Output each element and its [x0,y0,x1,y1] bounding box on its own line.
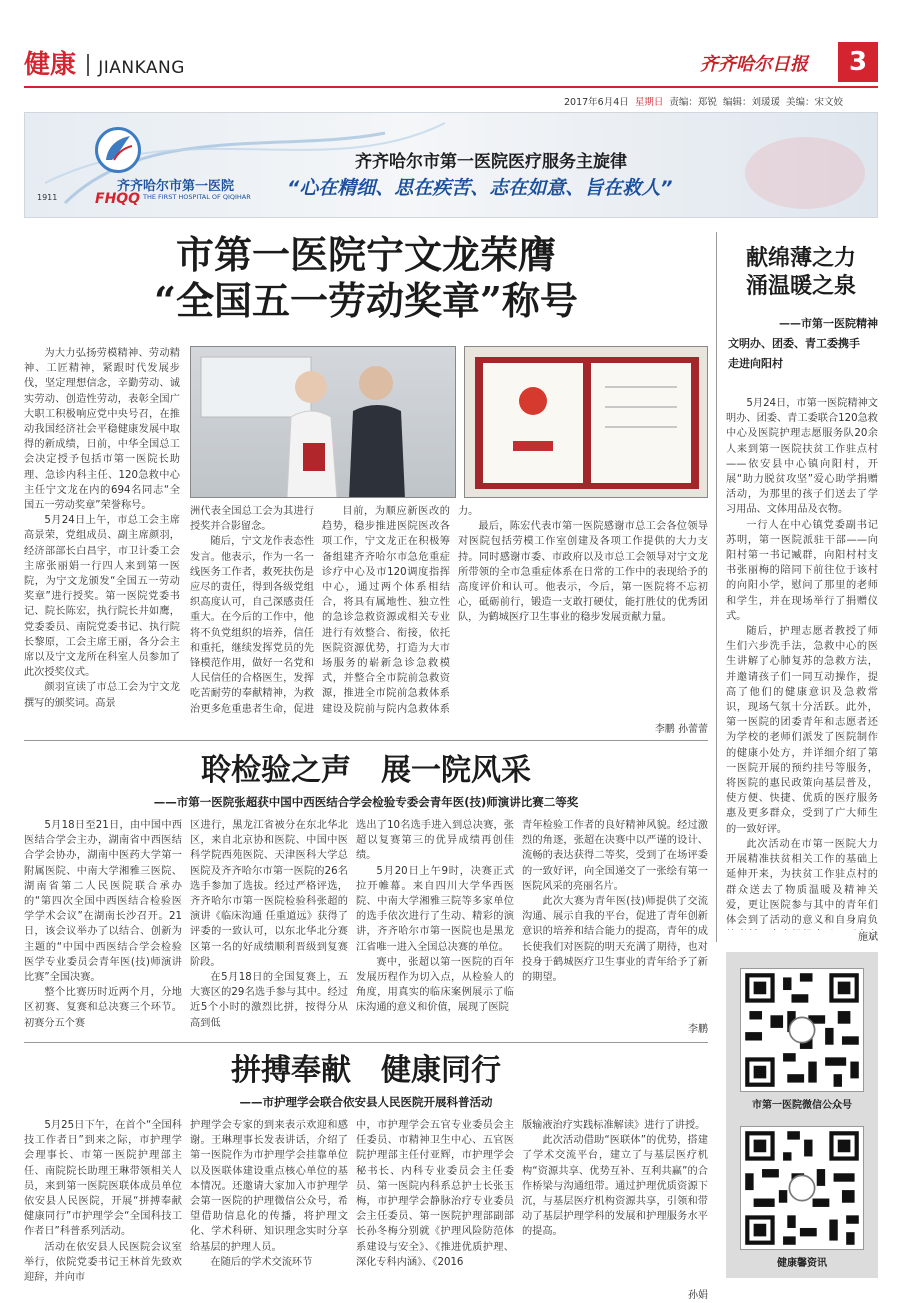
logo-name-en: THE FIRST HOSPITAL OF QIQIHAR [143,193,251,201]
article2-byline: 施斌 [858,932,878,943]
article1-para: 最后，陈宏代表市第一医院感谢市总工会各位领导对医院包括劳模工作室创建及各项工作提供的大力支持。同时感谢市委、市政府以及市总工会领导对宁文龙所带领的全市急重症体系在日常的工作中的表现给予的高度评价和认可。他表示，今后，第一医院将不忘初心，砥砺前行，锻造一支敢打硬仗，能打胜仗的优秀团队，为鹤城医疗卫生事业的稳步发展贡献力量。 [458,521,708,624]
article1-col4 [458,504,708,716]
article4-para: 此次活动借助“医联体”的优势，搭建了学术交流平台，建立了与基层医疗机构“资源共享、优势互补、互利共赢”的合作桥梁与沟通纽带。通过护理优质资源下沉，与基层医疗机构资源共享，引领和带动了基层护理学科的发展和护理服务水平的提高。 [522,1135,708,1238]
article3-para: 赛中，张超以第一医院的百年发展历程作为切入点，从检验人的角度，用真实的临床案例展示了临床沟通的意义和价值，展现了医院 [356,956,514,1014]
article3-para: 青年检验工作者的良好精神风貌。经过激烈的角逐，张超在决赛中以严谨的设计、流畅的表达获得二等奖，受到了在场评委的一致好评，向全国递交了一张绘有第一医院风采的亮丽名片。 [522,820,708,892]
logo-abbr: FHQQ [95,191,141,207]
article3-para: 整个比赛历时近两个月，分地区初赛、复赛和总决赛三个环节。初赛分五个赛 [24,987,182,1029]
article4-byline: 孙娟 [688,1290,708,1301]
article2-subtitle [728,314,878,374]
article1-para: 目前，为顺应新医改的趋势，稳步推进医院医改各项工作，宁文龙正在积极筹备组建齐齐哈尔市急危重症诊疗中心及市120调度指挥中心，通过两个体系相结合，将具有属地性、独立性的急诊急救资源或相关专业进行有效整合、衔接，依托医院资源优势，打造为大市场服务的崭新急诊急救模式，并整合全市院前急救资源，推进全市院前急救体系建设及院前与院内急救体系 [322,506,450,715]
newspaper-name: 齐齐哈尔日报 [700,54,808,75]
issue-editor: 责编：郑锐 [669,97,717,108]
article3-col2 [190,818,348,1034]
article2-sub1: ——市第一医院精神 [779,317,878,330]
article3-col4 [522,818,708,1018]
article4-para: 中，市护理学会五官专业委员会主任委员、市精神卫生中心、五官医院护理部主任付亚辉，市护理学会秘书长、内科专业委员会主任委员、第一医院内科系总护士长张玉梅，市护理学会静脉治疗专业委员会主任委员、第一医院护理部副部长孙冬梅分别就《护理风险防范体系建设与安全》、《推进优质护理、深化专科内涵》、《2016 [356,1120,514,1268]
article4-para: 5月25日下午，在首个“全国科技工作者日”到来之际，市护理学会理事长、市第一医院护理部主任、南院院长助理王琳带领相关人员，来到第一医院医联体成员单位依安县人民医院，开展“拼搏奉献 健康同行”市护理学会“全国科技工作者日”科普系列活动。 [24,1120,182,1238]
article1-title-line1: 市第一医院宁文龙荣膺 [175,232,556,277]
article2-body [726,396,878,930]
logo-name-cn: 齐齐哈尔市第一医院 [117,179,235,194]
issue-designer: 美编：宋文姣 [786,97,844,108]
article3-col3 [356,818,514,1034]
article3-col1 [24,818,182,1034]
article3-para: 5月18日至21日，由中国中西医结合学会主办，湖南省中西医结合学会协办，湖南中医药大学第一附属医院、中南大学湘雅三医院、湖南省第二人民医院联合承办的“第四次全国中西医结合检验医学学术会议”在湖南长沙召开。21日，该会议举办了以结合、创新为主题的“中国中西医结合学会检验医学专业委员会青年医(技)师演讲比赛”全国决赛。 [24,820,182,984]
article1-col3 [322,504,450,716]
angel-wing-icon [98,130,138,170]
hospital-logo [95,127,141,173]
issue-info [564,94,843,108]
article2-title-line2: 涌温暖之泉 [745,273,856,299]
article2-para: 随后，护理志愿者教授了师生们六步洗手法，急救中心的医生讲解了心肺复苏的急救方法，并邀请孩子们一同互动操作，提高了他们的健康意识及急救常识，现场气氛十分活跃。此外，第一医院的团委青年和志愿者还为学校的老师们派发了医院制作的健康小处方，并详细介绍了第一医院开展的预约挂号等服务，将医院的惠民政策向基层普及，使方便、快捷、优质的医疗服务惠及更多群众，受到了广大师生的一致好评。 [726,626,878,835]
article4-subtitle: ——市护理学会联合依安县人民医院开展科普活动 [239,1095,493,1109]
article3-byline: 李鹏 [688,1024,708,1035]
article3-para: 在5月18日的全国复赛上，五大赛区的29名选手参与其中。经过近5个小时的激烈比拼，按得分从高到低 [190,972,348,1029]
article4-para: 护理学会专家的到来表示欢迎和感谢。王琳理事长发表讲话，介绍了第一医院作为市护理学会挂靠单位以及医联体建设重点核心单位的基本情况。还邀请大家加入市护理学会第一医院的护理微信公众号，希望借助信息化的传播，将护理文化、学术科研、知识理念实时分享给基层的护理人员。 [190,1120,348,1253]
divider-horizontal [24,740,708,741]
article2-sub3: 走进向阳村 [728,357,783,370]
article1-para: 颜羽宣读了市总工会为宁文龙撰写的颁奖词。高景 [24,682,180,709]
article1-col1 [24,346,180,716]
issue-weekday: 星期日 [634,97,664,108]
article4-para: 在随后的学术交流环节 [210,1256,313,1268]
qr-code-icon [741,1127,863,1249]
qr-code-wechat[interactable] [740,968,864,1092]
photo-certificate [464,346,708,498]
article3-para: 区进行，黑龙江省被分在东北华北区，来自北京协和医院、中国中医科学院西苑医院、天津医科大学总医院及齐齐哈尔市第一医院的26名选手参加了选拔。经过严格评选，齐齐哈尔市第一医院检验科张超的演讲《临床沟通 任重道远》获得了评委的一致认可，以东北华北分赛区第一名的好成绩顺利晋级到复赛阶段。 [190,820,348,968]
banner-slogan: “心在精细、思在疾苦、志在如意、旨在救人” [287,177,673,199]
section-title [24,44,284,78]
article2-para: 此次活动在市第一医院大力开展精准扶贫相关工作的基础上延伸开来，为扶贫工作驻点村的群众送去了物质温暖及精神关爱，更让医院参与其中的青年们体会到了活动的意义和自身肩负 [726,838,878,926]
section-divider [87,54,89,76]
issue-editor2: 编辑：刘瑗瑗 [722,97,780,108]
qr-code-icon [741,969,863,1091]
qr-caption-wechat: 市第一医院微信公众号 [752,1100,852,1111]
qr-caption-health: 健康馨资讯 [777,1258,827,1269]
article4-para: 活动在依安县人民医院会议室举行，依院党委书记王林首先致欢迎辞，并向市 [24,1241,182,1284]
divider-horizontal [24,1042,708,1043]
article2-para: 一行人在中心镇党委副书记苏明，第一医院派驻干部——向阳村第一书记臧群，向阳村村支书张丽梅的陪同下前往位于该村的向阳小学，慰问了那里的老师和学生，并在现场举行了捐赠仪式。 [726,519,878,622]
article2-title-line1: 献绵薄之力 [745,245,856,271]
section-title-en: JIANKANG [98,58,185,78]
article3-headline: 聆检验之声 展一院风采 [201,753,531,788]
qr-code-health[interactable] [740,1126,864,1250]
article4-para: 版输液治疗实践标准解读》进行了讲授。 [522,1120,706,1131]
article3-para: 5月20日上午9时，决赛正式拉开帷幕。来自四川大学华西医院、中南大学湘雅三院等多家单位的选手依次进行了生动、精彩的演讲，齐齐哈尔市第一医院也是黑龙江省唯一进入全国总决赛的单位。 [356,865,514,953]
divider-vertical [716,232,717,942]
article2-sub2: 文明办、团委、青工委携手 [728,337,860,350]
article4-col4 [522,1118,708,1286]
certificate-photo [465,347,708,498]
article4-col1 [24,1118,182,1296]
article1-headline [24,232,708,324]
article4-col2 [190,1118,348,1296]
article4-headline: 拼搏奉献 健康同行 [231,1053,501,1088]
article1-col2 [190,504,314,716]
article4-col3 [356,1118,514,1296]
section-title-cn: 健康 [24,50,77,80]
article1-title-line2: “全国五一劳动奖章”称号 [154,278,578,323]
page-number: 3 [838,42,878,82]
two-people-photo [191,347,456,498]
article1-para: 随后，宁文龙作表态性发言。他表示，作为一名一线医务工作者，救死扶伤是应尽的责任，得到各级党组织高度认可，自己深感责任重大。在今后的工作中，他将不负党组织的培养，信任和重托，继续发挥党员的先锋模范作用，做好一名党和人民信任的合格医生，发挥吃苦耐劳的奉献精神，为救治更多危重患者生命，促进 [190,536,314,715]
article1-para: 为大力弘扬劳模精神、劳动精神、工匠精神，紧跟时代发展步伐，坚定理想信念，辛勤劳动、诚实劳动、创造性劳动，表彰全国广大职工积极响应党中央号召，在推动我国经济社会平稳健康发展中取得的新成绩，日前，中华全国总工会决定授予包括市第一医院长助理、急诊内科主任、120急救中心主任宁文龙在内的694名同志“全国五一劳动奖章”荣誉称号。 [24,348,180,512]
photo-award-ceremony [190,346,456,498]
header-rule [24,86,878,88]
logo-year: 1911 [37,193,58,202]
article1-byline: 李鹏 孙蕾蕾 [654,724,708,735]
article3-para: 此次大赛为青年医(技)师提供了交流沟通、展示自我的平台，促进了青年创新意识的培养和结合能力的提高，青年的成长使我们对医院的明天充满了期待，也对投身于鹤城医疗卫生事业的青年给予了新的期望。 [522,896,708,984]
banner-title: 齐齐哈尔市第一医院医疗服务主旋律 [355,152,627,172]
article2-headline [724,244,878,300]
issue-date: 2017年6月4日 [564,97,629,108]
article2-para: 5月24日，市第一医院精神文明办、团委、青工委联合120急救中心及医院护理志愿服务队20余人来到第一医院扶贫工作驻点村——依安县中心镇向阳村，开展“助力脱贫攻坚”爱心助学捐赠活动，为那里的孩子们送去了学习用品、文体用品及衣物。 [726,398,878,516]
hospital-banner [24,112,878,218]
article1-para: 洲代表全国总工会为其进行授奖并合影留念。 [190,506,314,533]
article1-para: 力。 [458,506,479,517]
article3-subtitle: ——市第一医院张超获中国中西医结合学会检验专委会青年医(技)师演讲比赛二等奖 [153,795,579,809]
article1-para: 5月24日上午，市总工会主席高景荣，党组成员、副主席颜羽，经济部部长白昌宇，市卫计委工会主席张丽娟一行四人来到第一医院，为宁文龙颁发“全国五一劳动奖章”进行授奖。第一医院党委书记、院长陈宏，执行院长井如鹰，党委委员、南院党委书记、执行院长黎原，工会主席王丽，各分会主席以及宁文龙所在科室人员参加了此次授奖仪式。 [24,515,180,679]
article3-para: 选出了10名选手进入到总决赛，张超以复赛第三的优异成绩再创佳绩。 [356,820,514,862]
